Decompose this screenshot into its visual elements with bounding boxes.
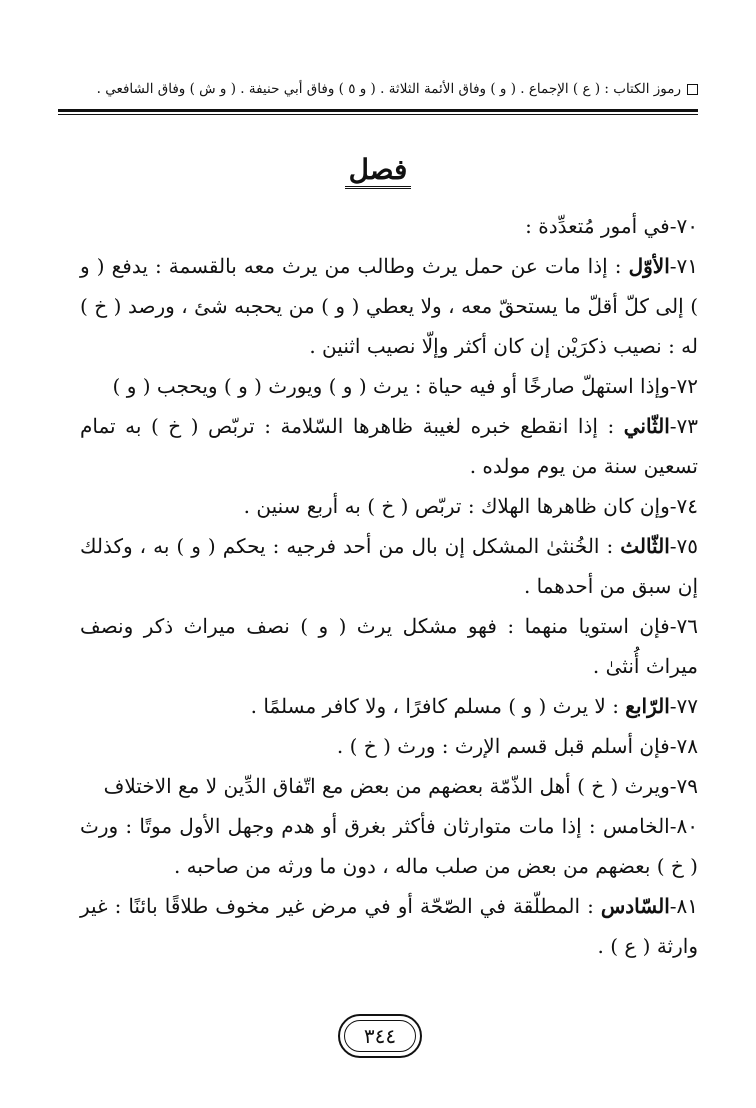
header-rule-thick [58, 109, 698, 112]
item-number: ٧٣- [669, 414, 699, 438]
item-text: : إذا انقطع خبره لغيبة ظاهرها السّلامة : تربّص ( خ ) به تمام تسعين سنة من يوم مولده . [80, 414, 698, 478]
item-keyword: الثّالث [620, 534, 670, 558]
item-text: : المطلّقة في الصّحّة أو في مرض غير مخوف طلاقًا بائنًا : غير وارثة ( ع ) . [80, 894, 698, 958]
item-text: : إذا مات عن حمل يرث وطالب من يرث معه بالقسمة : يدفع ( و ) إلى كلّ أقلّ ما يستحقّ معه ، ولا يعطي ( و ) من يحجبه شئ ، ورصد ( خ ) له : نصيب ذكرَيْن إن كان أكثر وإلّا نصيب اثنين . [80, 254, 698, 358]
item-text: وإذا استهلّ صارخًا أو فيه حياة : يرث ( و ) ويورث ( و ) ويحجب ( و ) [112, 374, 670, 398]
item-keyword: الأوّل [628, 254, 670, 278]
item-text: الخامس : إذا مات متوارثان فأكثر بغرق أو هدم وجهل الأول موتًا : ورث ( خ ) بعضهم من بعض من صلب ماله ، دون ما ورثه من صاحبه . [80, 814, 698, 878]
item-number: ٧٨- [669, 734, 698, 758]
paragraph-item [80, 486, 698, 526]
paragraph-item [80, 406, 698, 486]
item-number: ٨١- [669, 894, 699, 918]
paragraph-item [80, 806, 698, 886]
running-header [58, 74, 698, 104]
item-number: ٧٩- [669, 774, 698, 798]
section-title-text: فصل [345, 153, 412, 189]
item-number: ٧٠- [669, 214, 698, 238]
paragraph-item [80, 526, 698, 606]
item-text: وإن كان ظاهرها الهلاك : تربّص ( خ ) به أربع سنين . [243, 494, 670, 518]
section-title [0, 148, 756, 192]
paragraph-item [80, 366, 698, 406]
paragraph-item [80, 886, 698, 966]
paragraph-item [80, 726, 698, 766]
paragraph-item [80, 206, 698, 246]
item-text: : لا يرث ( و ) مسلم كافرًا ، ولا كافر مسلمًا . [250, 694, 619, 718]
page-number-badge [338, 1014, 422, 1058]
item-number: ٧١- [669, 254, 698, 278]
header-text: رموز الكتاب : ( ع ) الإجماع . ( و ) وفاق الأئمة الثلاثة . ( و ٥ ) وفاق أبي حنيفة . ( و ش ) وفاق الشافعي . [96, 81, 681, 97]
item-number: ٨٠- [669, 814, 698, 838]
item-number: ٧٤- [669, 494, 698, 518]
item-keyword: الثّاني [623, 414, 670, 438]
page-number: ٣٤٤ [363, 1024, 397, 1048]
item-text: فإن أسلم قبل قسم الإرث : ورث ( خ ) . [336, 734, 670, 758]
paragraph-item [80, 766, 698, 806]
paragraph-item [80, 686, 698, 726]
item-text: فإن استويا منهما : فهو مشكل يرث ( و ) نصف ميراث ذكر ونصف ميراث أُنثىٰ . [80, 614, 698, 678]
item-number: ٧٦- [669, 614, 698, 638]
square-bullet-icon [687, 84, 698, 95]
item-keyword: الرّابع [625, 694, 670, 718]
header-rule-thin [58, 114, 698, 115]
body-text [80, 206, 698, 966]
item-number: ٧٧- [669, 694, 698, 718]
paragraph-item [80, 606, 698, 686]
item-text: ويرث ( خ ) أهل الذّمّة بعضهم من بعض مع اتّفاق الدِّين لا مع الاختلاف [103, 774, 670, 798]
item-text: في أمور مُتعدِّدة : [525, 214, 670, 238]
item-text: : الخُنثىٰ المشكل إن بال من أحد فرجيه : يحكم ( و ) به ، وكذلك إن سبق من أحدهما . [80, 534, 698, 598]
item-number: ٧٢- [669, 374, 698, 398]
item-number: ٧٥- [669, 534, 698, 558]
item-keyword: السّادس [600, 894, 670, 918]
paragraph-item [80, 246, 698, 366]
